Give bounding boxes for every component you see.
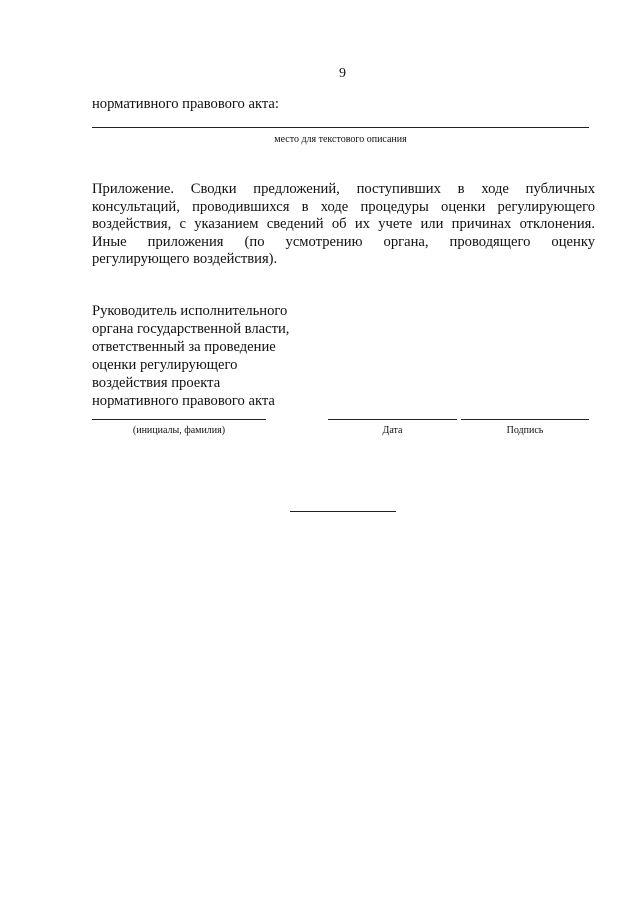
appendix-line-3: воздействия, с указанием сведений об их учете или причинах отклонения. [92,216,595,233]
signatory-line-3: ответственный за проведение [92,338,276,355]
date-line [328,419,457,420]
name-caption: (инициалы, фамилия) [132,425,226,436]
end-divider [290,511,396,512]
page-number: 9 [339,66,346,81]
signature-caption: Подпись [506,425,544,436]
signatory-title [92,303,289,410]
signatory-line-6: нормативного правового акта [92,392,275,409]
intro-text: нормативного правового акта: [92,96,279,112]
appendix-line-2: консультаций, проводившихся в ходе процедуры оценки регулирующего [92,198,595,215]
signatory-line-5: воздействия проекта [92,374,221,391]
date-caption: Дата [382,425,403,436]
other-appendix-line-2: регулирующего воздействия). [92,251,278,268]
signatory-line-2: органа государственной власти, [92,320,290,337]
other-appendix-line-1: Иные приложения (по усмотрению органа, проводящего оценку [92,233,595,250]
signatory-line-1: Руководитель исполнительного [92,303,288,319]
signatory-line-4: оценки регулирующего [92,356,238,373]
signature-line [461,419,589,420]
name-line [92,419,266,420]
description-caption: место для текстового описания [274,134,407,145]
appendix-line-1: Приложение. Сводки предложений, поступивших в ходе публичных [92,181,595,197]
appendix-paragraph [92,181,595,269]
description-line [92,127,589,128]
